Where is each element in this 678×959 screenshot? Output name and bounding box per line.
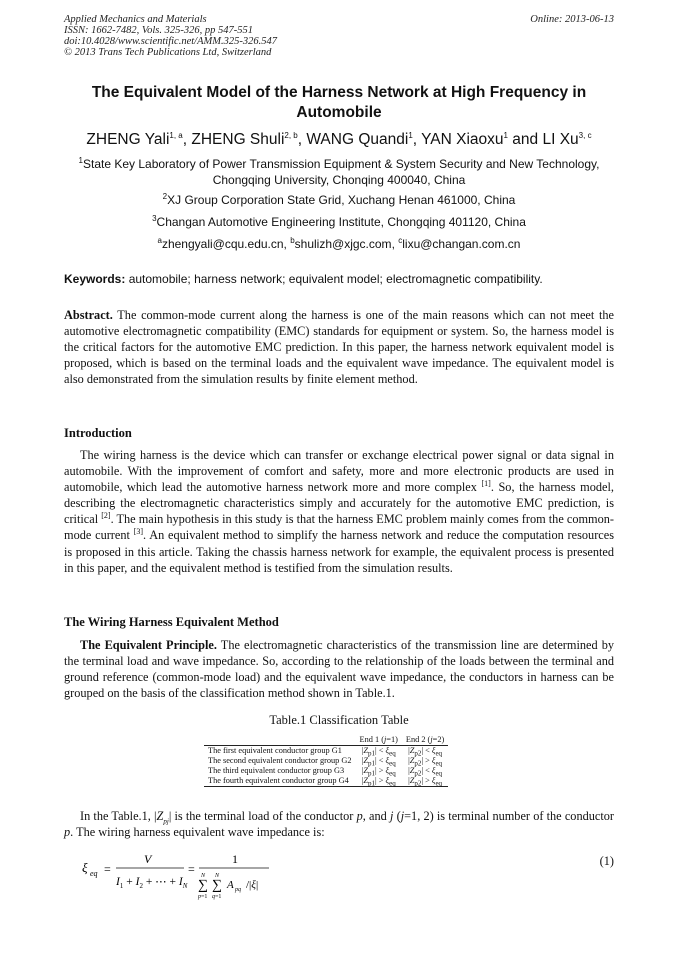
- section-heading-method: The Wiring Harness Equivalent Method: [64, 615, 279, 629]
- author: ZHENG Shuli$^{2, b}$,: [191, 130, 307, 148]
- svg-text:∑: ∑: [198, 878, 208, 893]
- subsection-heading: The Equivalent Principle.: [80, 638, 217, 652]
- keywords: Keywords: automobile; harness network; equivalent model; electromagnetic compatibility.: [64, 272, 543, 286]
- table-row: The second equivalent conductor group G2 $|Z_{p1}| < \xi_{eq}$ $|Z_{p2}| > \xi_{eq}$: [208, 756, 443, 768]
- svg-text:=: =: [104, 862, 111, 876]
- table-row: The fourth equivalent conductor group G4 $|Z_{p1}| > \xi_{eq}$ $|Z_{p2}| > \xi_{eq}$: [204, 776, 448, 787]
- doi-line: doi:10.4028/www.scientific.net/AMM.325-326.547: [64, 36, 277, 47]
- svg-text:I1 + I2 + ⋯ + IN: $I_1 + I_2$ + ⋯ + $I_N$: [116, 876, 188, 890]
- svg-text:/|ξ|: /|ξ|: [246, 879, 259, 891]
- journal-name: Applied Mechanics and Materials: [64, 14, 207, 25]
- copyright-line: © 2013 Trans Tech Publications Ltd, Switzerland: [64, 47, 272, 58]
- svg-text:∑: ∑: [212, 878, 222, 893]
- svg-text:N: N: [201, 873, 206, 879]
- issn-line: ISSN: 1662-7482, Vols. 325-326, pp 547-551: [64, 25, 253, 36]
- column-header: End 1 (j=1): [356, 735, 402, 746]
- column-header: End 2 (j=2): [402, 735, 448, 746]
- citation: [1]: [481, 479, 491, 489]
- table-row: The third equivalent conductor group G3 $|Z_{p1}| > \xi_{eq}$ $|Z_{p2}| < \xi_{eq}$: [208, 766, 443, 778]
- journal-header: [64, 14, 277, 58]
- paper-title: The Equivalent Model of the Harness Network at High Frequency in Automobile: [91, 84, 587, 121]
- table-header-row: [204, 735, 448, 746]
- svg-text:eq: eq: [90, 869, 98, 878]
- affiliation-2: $^2$XJ Group Corporation State Grid, Xuchang Henan 461000, China: [162, 192, 516, 207]
- svg-text:1: 1: [232, 852, 238, 866]
- citation: [3]: [133, 527, 144, 537]
- svg-text:q=1: q=1: [212, 894, 222, 900]
- classification-table: [204, 735, 448, 787]
- author: YAN Xiaoxu$^1$ and: [421, 130, 543, 148]
- affiliation-3: $^3$Changan Automotive Engineering Institute, Chongqing 401120, China: [152, 214, 526, 229]
- author: WANG Quandi$^1$,: [306, 130, 422, 148]
- svg-text:p=1: p=1: [198, 894, 208, 900]
- svg-text:N: N: [215, 873, 220, 879]
- table-row: The first equivalent conductor group G1 $|Z_{p1}| < \xi_{eq}$ $|Z_{p2}| < \xi_{eq}$: [208, 746, 443, 758]
- citation: [2]: [101, 511, 111, 521]
- section-heading-introduction: Introduction: [64, 426, 132, 440]
- introduction-paragraph: The wiring harness is the device which can transfer or exchange electrical power signal or data signal in automobile. With the improvement of comfort and safety, more and more electronic products are used in automobile, which lead the automotive harness network more and more complex [1]. So, the harness model, describing the electromagnetic characteristics simply and accurately for the automotive EMC prediction, is critical [2]. The main hypothesis in this study is that the harness EMC problem mainly comes from the common-mode current [3]. An equivalent method to simplify the harness network and reduce the computation resources is proposed in this article. Taking the chassis harness network for example, the equivalent process is presented in this paper, and the equivalent method is testified from the simulation results.: [64, 448, 614, 575]
- online-date: Online: 2013-06-13: [530, 14, 614, 25]
- abstract: Abstract. The common-mode current along the harness is one of the main reasons which can not meet the automotive electromagnetic compatibility (EMC) standards for equipment or system. So, the harness model is the critical factors for the automotive EMC prediction. In this paper, the harness network equivalent model is proposed, which is based on the terminal loads and the equivalent wave impedance. The equivalent model is also demonstrated from the simulation results by finite element method.: [64, 308, 614, 387]
- equation-number: (1): [599, 854, 614, 868]
- author: ZHENG Yali$^{1, a}$,: [86, 130, 192, 148]
- svg-text:A: A: [227, 879, 234, 891]
- method-paragraph: The Equivalent Principle. The electromagnetic characteristics of the transmission line are determined by the terminal load and wave impedance. So, according to the relationship of the loads between the terminal and ground reference (common-mode load) and the equivalent wave impedance, the conductors in harness can be grouped on the basis of the classification method shown in Table.1.: [64, 638, 614, 701]
- table-caption: Table.1 Classification Table: [269, 713, 409, 727]
- author-emails: $^a$zhengyali@cqu.edu.cn, $^b$shulizh@xjgc.com, $^c$lixu@changan.com.cn: [157, 236, 521, 251]
- author: LI Xu$^{3, c}$: [542, 130, 592, 148]
- svg-text:pq: pq: [235, 887, 241, 893]
- terminal-load-paragraph: In the Table.1, $|Z_{pj}|$ is the terminal load of the conductor p, and j (j=1, 2) is terminal number of the conductor p. The wiring harness equivalent wave impedance is:: [64, 809, 615, 840]
- equation-wave-impedance: [64, 842, 324, 922]
- author-list: [40, 131, 638, 149]
- svg-text:=: =: [188, 862, 195, 876]
- svg-text:V: V: [144, 852, 152, 866]
- svg-text:ξ: ξ: [82, 860, 88, 875]
- affiliation-1: $^1$State Key Laboratory of Power Transmission Equipment & System Security and New Technology, Chongqing University, Chonqing 400040, China: [78, 156, 600, 187]
